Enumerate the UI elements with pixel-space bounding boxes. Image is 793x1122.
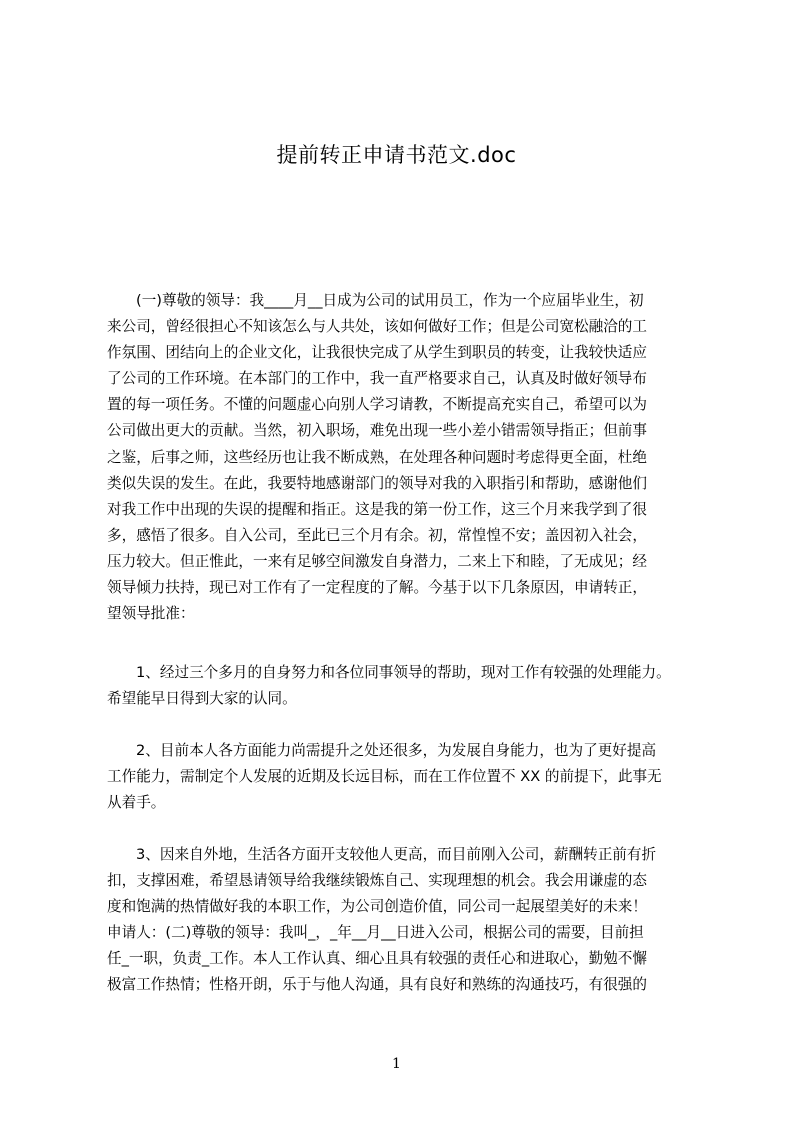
- text-line: 作氛围、团结向上的企业文化，让我很快完成了从学生到职员的转变，让我较快适应: [107, 344, 647, 362]
- text-line: 任_一职，负责_工作。本人工作认真、细心且具有较强的责任心和进取心，勤勉不懈: [107, 950, 647, 968]
- text-line: 3、因来自外地，生活各方面开支较他人更高，而目前刚入公司，薪酬转正前有折: [136, 846, 657, 863]
- text-line: 极富工作热情；性格开朗，乐于与他人沟通，具有良好和熟练的沟通技巧，有很强的: [107, 976, 647, 994]
- text-line: 扣，支撑困难，希望恳请领导给我继续锻炼自己、实现理想的机会。我会用谦虚的态: [107, 872, 647, 890]
- text-line: 工作能力，需制定个人发展的近期及长远目标，而在工作位置不 XX 的前提下，此事无: [107, 768, 662, 786]
- text-line: 从着手。: [107, 794, 166, 812]
- paragraph-reason-1: [107, 660, 699, 712]
- text-line: 1、经过三个多月的自身努力和各位同事领导的帮助，现对工作有较强的处理能力。: [136, 664, 671, 681]
- text-line: 压力较大。但正惟此，一来有足够空间激发自身潜力，二来上下和睦，了无成见；经: [107, 552, 647, 570]
- text-line: 多，感悟了很多。自入公司，至此已三个月有余。初，常惶惶不安；盖因初入社会，: [107, 526, 647, 544]
- text-line: 领导倾力扶持，现已对工作有了一定程度的了解。今基于以下几条原因，申请转正，: [107, 579, 647, 597]
- paragraph-reason-2: [107, 738, 699, 816]
- text-line: 置的每一项任务。不懂的问题虚心向别人学习请教，不断提高充实自己，希望可以为: [107, 396, 647, 414]
- text-line: 公司做出更大的贡献。当然，初入职场，难免出现一些小差小错需领导指正；但前事: [107, 422, 647, 440]
- text-line: 之鉴，后事之师，这些经历也让我不断成熟，在处理各种问题时考虑得更全面，杜绝: [107, 448, 647, 466]
- text-line: 2、目前本人各方面能力尚需提升之处还很多，为发展自身能力，也为了更好提高: [136, 742, 657, 759]
- text-line: 类似失误的发生。在此，我要特地感谢部门的领导对我的入职指引和帮助，感谢他们: [107, 474, 647, 492]
- paragraph-intro: [107, 288, 699, 627]
- text-line: 对我工作中出现的失误的提醒和指正。这是我的第一份工作，这三个月来我学到了很: [107, 500, 647, 518]
- page-number: 1: [392, 1056, 401, 1072]
- text-line: 来公司，曾经很担心不知该怎么与人共处，该如何做好工作；但是公司宽松融洽的工: [107, 318, 647, 336]
- text-line: 希望能早日得到大家的认同。: [107, 690, 297, 708]
- text-line: 了公司的工作环境。在本部门的工作中，我一直严格要求自己，认真及时做好领导布: [107, 370, 647, 388]
- document-title: 提前转正申请书范文.doc: [276, 143, 517, 167]
- text-line: (一)尊敬的领导：我____月__日成为公司的试用员工，作为一个应届毕业生，初: [136, 292, 644, 309]
- text-line: 申请人：(二)尊敬的领导：我叫_，_年__月__日进入公司，根据公司的需要，目前担: [107, 924, 644, 942]
- paragraph-reason-3: [107, 842, 699, 999]
- text-line: 度和饱满的热情做好我的本职工作，为公司创造价值，同公司一起展望美好的未来！: [107, 898, 647, 916]
- text-line: 望领导批准：: [107, 605, 195, 623]
